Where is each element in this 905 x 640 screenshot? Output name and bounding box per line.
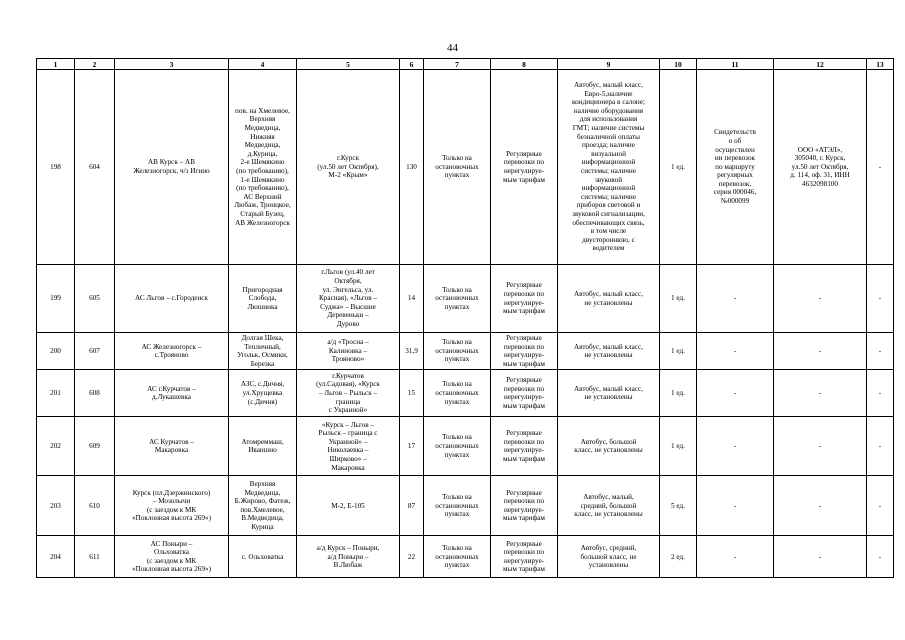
table-cell: - [774,333,867,370]
table-cell: - [867,70,894,265]
column-header: 2 [75,59,115,70]
table-cell: Свидетельств о об осуществлен ии перевозок по маршруту регулярных перевозок, серия 000046, №000099 [697,70,774,265]
column-header: 5 [297,59,400,70]
column-header: 4 [229,59,297,70]
column-header: 8 [491,59,558,70]
table-cell: Регулярные перевозки по нерегулируе- мым тарифам [491,417,558,476]
table-cell: 200 [37,333,75,370]
table-cell: 130 [400,70,424,265]
table-cell: Верхняя Медведица, Б.Жирово, Фатеж, пов.Хмелевое, В.Медведица, Курица [229,476,297,536]
table-cell: Регулярные перевозки по нерегулируе- мым тарифам [491,370,558,417]
table-row [37,476,894,536]
table-cell: АС Железногорск – с.Трояново [115,333,229,370]
table-cell: Автобус, малый класс, Евро-5,наличие кондиционера в салоне; наличие оборудования для использования ГМТ; наличие системы безналичной оплаты проезда; наличие визуальной информационной системы; наличие звуковой информационной системы; наличие приборов световой и звуковой сигнализации, обеспечивающих связь, в том числе двустороннюю, с водителем [558,70,660,265]
table-row [37,70,894,265]
table-cell: 1 ед. [660,265,697,333]
table-cell: Регулярные перевозки по нерегулируе- мым тарифам [491,265,558,333]
table-cell: 1 ед. [660,70,697,265]
table-cell: 607 [75,333,115,370]
table-cell: Автобус, средний, большой класс, не установлены [558,536,660,578]
table-cell: Автобус, большой класс, не установлены [558,417,660,476]
table-cell: АС Курчатов – Макаровка [115,417,229,476]
column-header: 11 [697,59,774,70]
table-cell: 201 [37,370,75,417]
table-cell: АС г.Курчатов – д.Лукашевка [115,370,229,417]
column-header: 6 [400,59,424,70]
table-cell: 22 [400,536,424,578]
table-cell: 204 [37,536,75,578]
table-cell: 5 ед. [660,476,697,536]
table-cell: 198 [37,70,75,265]
table-cell: 605 [75,265,115,333]
table-row [37,333,894,370]
table-cell: 604 [75,70,115,265]
table-cell: АВ Курск – АВ Железногорск, ч/з Игино [115,70,229,265]
column-header: 10 [660,59,697,70]
table-cell: М-2, Е-105 [297,476,400,536]
table-cell: Только на остановочных пунктах [424,417,491,476]
table-cell: ООО «АТЭЛ», 305040, г. Курск, ул.50 лет Октября, д. 114, оф. 31, ИНН 4632098100 [774,70,867,265]
table-cell: - [697,333,774,370]
column-header: 13 [867,59,894,70]
table-cell: Только на остановочных пунктах [424,265,491,333]
table-cell: АС Льгов – с.Городенск [115,265,229,333]
table-cell: г.Курск (ул.50 лет Октября), М-2 «Крым» [297,70,400,265]
table-cell: 199 [37,265,75,333]
table-cell: Долгая Шека, Тепличный, Угольк, Осмики, Березка [229,333,297,370]
table-cell: Регулярные перевозки по нерегулируе- мым тарифам [491,70,558,265]
table-cell: - [867,476,894,536]
table-cell: - [867,536,894,578]
header-row [37,59,894,70]
column-header: 7 [424,59,491,70]
table-cell: Атомреммаш, Иваншно [229,417,297,476]
table-cell: 203 [37,476,75,536]
table-cell: - [697,536,774,578]
table-row [37,265,894,333]
table-cell: Регулярные перевозки по нерегулируе- мым тарифам [491,476,558,536]
table-cell: Пригородная Слобода, Люшинка [229,265,297,333]
table-cell: Только на остановочных пунктах [424,476,491,536]
table-cell: Автобус, малый, средний, большой класс, не установлены [558,476,660,536]
table-cell: - [697,370,774,417]
table-cell: - [774,417,867,476]
table-cell: - [774,536,867,578]
table-row [37,536,894,578]
table-cell: 609 [75,417,115,476]
table-cell: Автобус, малый класс, не установлены [558,370,660,417]
table-cell: Только на остановочных пунктах [424,333,491,370]
table-cell: пов. на Хмелевое, Верхняя Медведица, Нижняя Медведица, д.Курица, 2-е Шемякино (по требованию), 1-е Шемякино (по требованию), АС Верхний Любаж, Троицкое, Старый Бузец, АВ Железногорск [229,70,297,265]
table-cell: Только на остановочных пунктах [424,70,491,265]
table-cell: 17 [400,417,424,476]
table-cell: - [697,417,774,476]
table-cell: Регулярные перевозки по нерегулируе- мым тарифам [491,333,558,370]
table-cell: Регулярные перевозки по нерегулируе- мым тарифам [491,536,558,578]
table-row [37,417,894,476]
table-cell: г.Льгов (ул.40 лет Октября, ул. Энгельса, ул. Красная), «Льгов – Суджа» – Высшие Деревеньки – Дурово [297,265,400,333]
table-cell: 87 [400,476,424,536]
table-cell: Автобус, малый класс, не установлены [558,265,660,333]
table-cell: Курск (пл.Дзержинского) – Мозолычи (с заездом к МК «Поклонная высота 269») [115,476,229,536]
table-cell: - [867,370,894,417]
table-cell: 2 ед. [660,536,697,578]
page-number: 44 [447,42,458,54]
column-header: 9 [558,59,660,70]
table-cell: - [697,265,774,333]
table-cell: а/д Курск – Поныри, а/д Поныри – В.Любаж [297,536,400,578]
table-cell: 14 [400,265,424,333]
table-cell: 202 [37,417,75,476]
table-body [37,70,894,578]
table-cell: 1 ед. [660,333,697,370]
table-cell: АС Поныри – Ольховатка (с заездом к МК «Поклонная высота 269») [115,536,229,578]
route-register-table [36,58,894,578]
table-cell: Только на остановочных пунктах [424,536,491,578]
table-cell: 1 ед. [660,370,697,417]
table-cell: АЗС, с.Дичня, ул.Хрущевка (с.Дичня) [229,370,297,417]
table-cell: 608 [75,370,115,417]
table-cell: «Курск – Льгов – Рыльск – граница с Украиной» – Николаевка – Ширково» – Макаровка [297,417,400,476]
column-header: 12 [774,59,867,70]
table-cell: Только на остановочных пунктах [424,370,491,417]
table-cell: - [867,417,894,476]
table-cell: - [774,370,867,417]
column-header: 3 [115,59,229,70]
table-cell: 610 [75,476,115,536]
table-cell: - [774,476,867,536]
table-cell: - [697,476,774,536]
table-cell: Автобус, малый класс, не установлены [558,333,660,370]
table-cell: 611 [75,536,115,578]
table-cell: 31,9 [400,333,424,370]
table-cell: а/д «Тросна – Калиновка – Трояново» [297,333,400,370]
table-cell: - [867,265,894,333]
column-header: 1 [37,59,75,70]
table-cell: 1 ед. [660,417,697,476]
table-cell: с. Ольховатка [229,536,297,578]
table-cell: г.Курчатов (ул.Садовая), «Курск – Льгов – Рыльск – граница с Украиной» [297,370,400,417]
table-row [37,370,894,417]
table-cell: - [867,333,894,370]
table-cell: - [774,265,867,333]
table-cell: 15 [400,370,424,417]
